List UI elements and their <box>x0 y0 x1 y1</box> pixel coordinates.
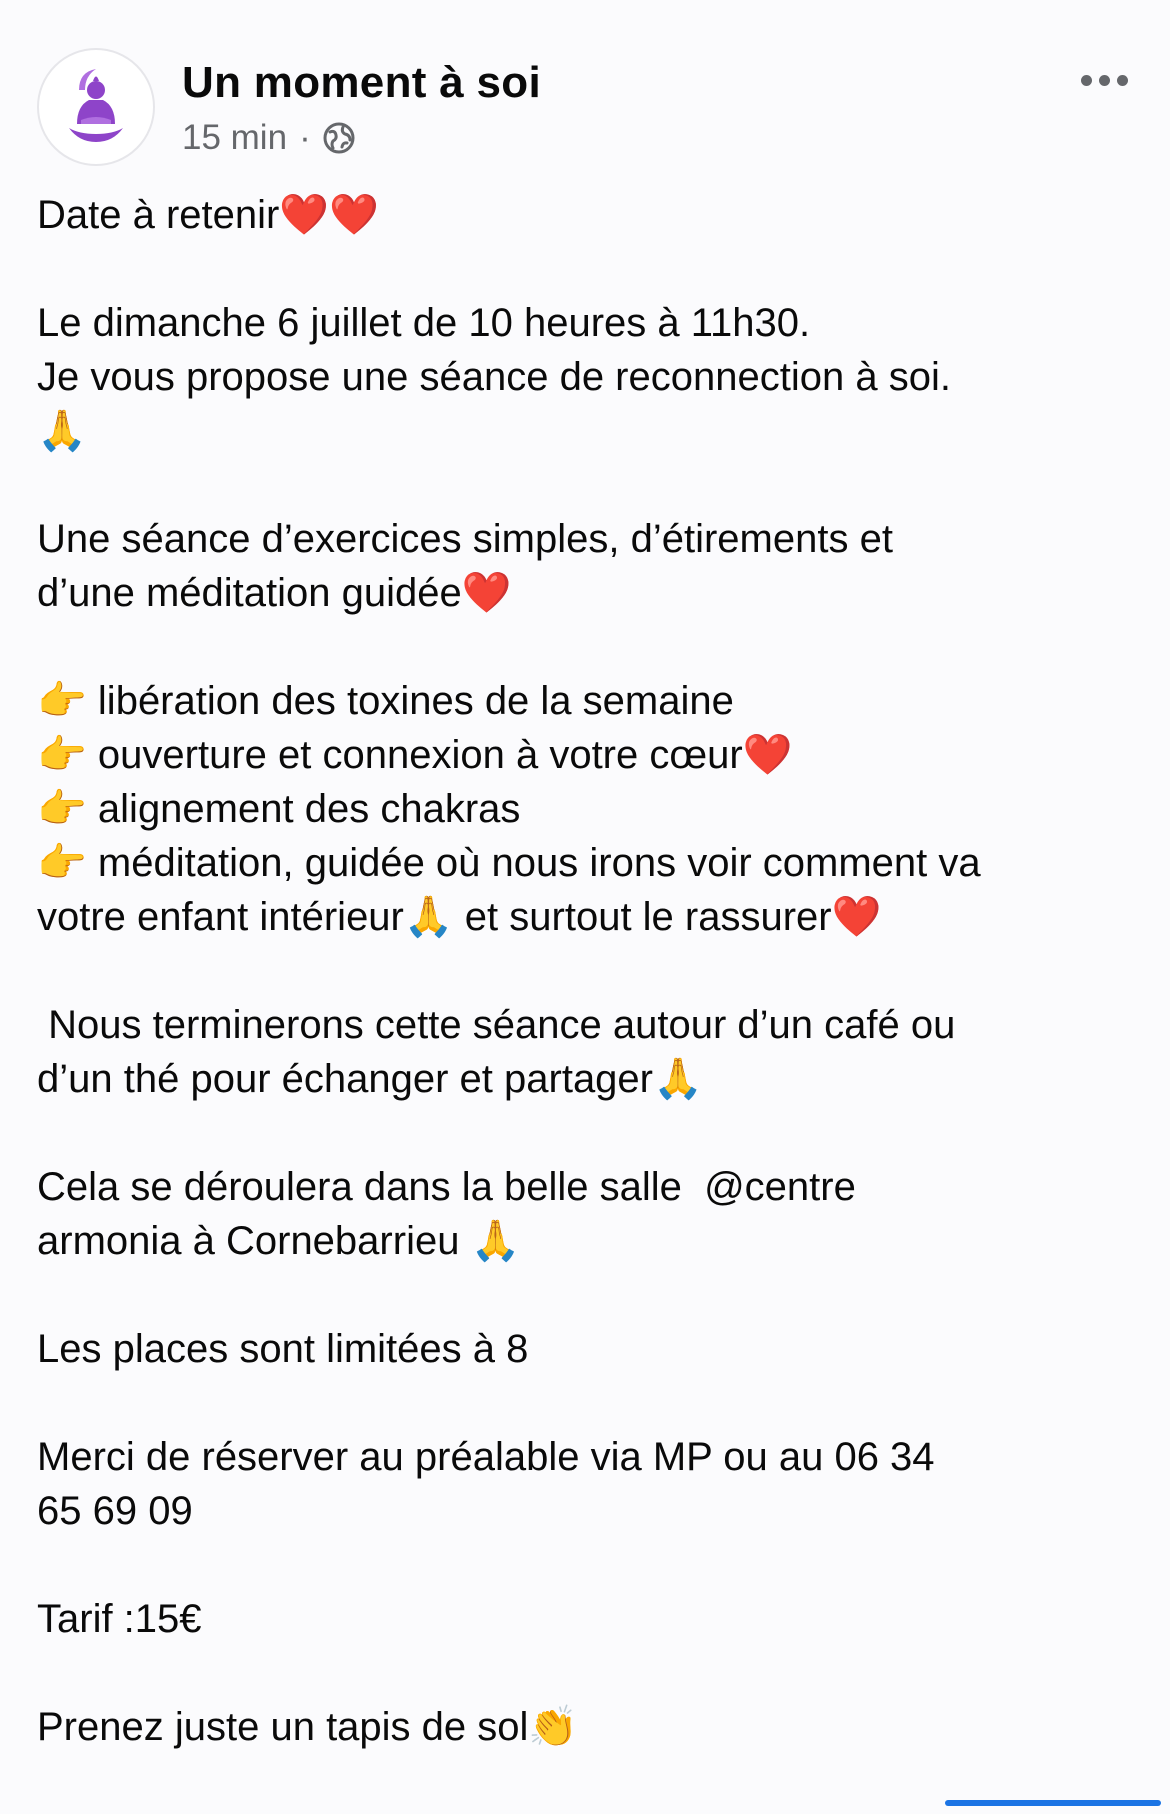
paragraph-break <box>37 1106 1147 1160</box>
bullet-line: 👉 libération des toxines de la semaine <box>37 679 734 723</box>
more-dots-icon <box>1099 75 1110 86</box>
post-line: votre enfant intérieur🙏 et surtout le rassurer❤️ <box>37 895 882 939</box>
meta-separator: · <box>299 118 311 157</box>
paragraph-break <box>37 1538 1147 1592</box>
post-line: Le dimanche 6 juillet de 10 heures à 11h30. <box>37 301 811 345</box>
post-text <box>37 188 1147 1754</box>
paragraph-break <box>37 458 1147 512</box>
paragraph-break <box>37 620 1147 674</box>
page-avatar[interactable] <box>37 48 155 166</box>
post-timestamp[interactable]: 15 min <box>182 118 288 157</box>
buddha-logo-icon <box>39 50 153 164</box>
post-line: Je vous propose une séance de reconnection à soi. <box>37 355 951 399</box>
scroll-indicator <box>945 1800 1161 1806</box>
bullet-line: 👉 alignement des chakras <box>37 787 521 831</box>
post-line: Prenez juste un tapis de sol👏 <box>37 1705 579 1749</box>
paragraph-break <box>37 1268 1147 1322</box>
paragraph-break <box>37 242 1147 296</box>
globe-icon[interactable] <box>321 120 357 156</box>
more-dots-icon <box>1117 75 1128 86</box>
paragraph-break <box>37 944 1147 998</box>
post-line: Les places sont limitées à 8 <box>37 1327 529 1371</box>
post-line: Date à retenir❤️❤️ <box>37 193 379 237</box>
post-line: Une séance d’exercices simples, d’étirements et <box>37 517 893 561</box>
more-options-button[interactable] <box>1066 62 1142 98</box>
post-line: d’un thé pour échanger et partager🙏 <box>37 1057 703 1101</box>
post-line: Cela se déroulera dans la belle salle @centre <box>37 1165 856 1209</box>
post-line: Tarif :15€ <box>37 1597 202 1641</box>
post-line: 65 69 09 <box>37 1489 193 1533</box>
bullet-line: 👉 méditation, guidée où nous irons voir comment va <box>37 841 981 885</box>
post-line: d’une méditation guidée❤️ <box>37 571 512 615</box>
post-line: armonia à Cornebarrieu 🙏 <box>37 1219 521 1263</box>
more-dots-icon <box>1081 75 1092 86</box>
paragraph-break <box>37 1376 1147 1430</box>
post-line: Merci de réserver au préalable via MP ou au 06 34 <box>37 1435 935 1479</box>
post-line: Nous terminerons cette séance autour d’un café ou <box>37 1003 956 1047</box>
post-line: 🙏 <box>37 409 87 453</box>
post-header <box>0 0 1170 180</box>
paragraph-break <box>37 1646 1147 1700</box>
post-meta <box>182 118 357 158</box>
bullet-line: 👉 ouverture et connexion à votre cœur❤️ <box>37 733 793 777</box>
page-name[interactable]: Un moment à soi <box>182 58 541 107</box>
